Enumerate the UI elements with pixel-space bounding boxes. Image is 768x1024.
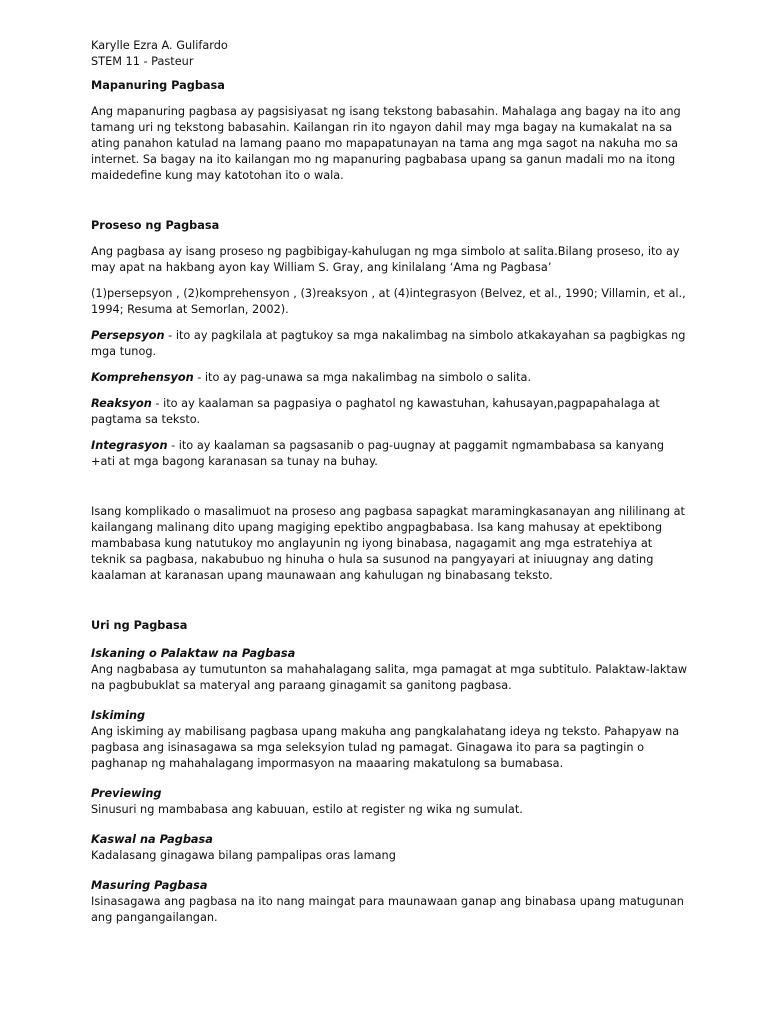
class-section: STEM 11 - Pasteur [91, 55, 194, 68]
type-name-masuring: Masuring Pagbasa [91, 879, 208, 892]
type-name-previewing: Previewing [91, 787, 162, 800]
definition-integrasyon [91, 438, 688, 470]
term-komprehensyon: Komprehensyon [91, 371, 194, 384]
type-description-iskiming: Ang iskiming ay mabilisang pagbasa upang makuha ang pangkalahatang ideya ng teksto. Pahapyaw na pagbasa ang isinasagawa sa mga seleksyion tulad ng pamagat. Ginagawa ito para sa pagtingin o paghanap ng mahahalagang impormasyon na maaaring makatulong sa bumabasa. [91, 725, 680, 770]
term-persepsyon: Persepsyon [91, 329, 165, 342]
definition-reaksyon [91, 396, 688, 428]
paragraph-mapanuring-pagbasa: Ang mapanuring pagbasa ay pagsisiyasat ng isang tekstong babasahin. Mahalaga ang bagay na ito ang tamang uri ng tekstong babasahin. Kailangan rin ito ngayon dahil may mga bagay na kumakalat na sa ating panahon katulad na lamang paano mo mapapatunayan na tama ang mga sagot na nakuha mo sa internet. Sa bagay na ito kailangan mo ng mapanuring pagbabasa upang sa ganun madali mo na itong maidedefine kung may katotohan ito o wala. [91, 105, 681, 182]
type-description-iskaning: Ang nagbabasa ay tumutunton sa mahahalagang salita, mga pamagat at mga subtitulo. Palaktaw-laktaw na pagbubuklat sa materyal ang paraang ginagamit sa ganitong pagbasa. [91, 663, 688, 692]
heading-mapanuring-pagbasa: Mapanuring Pagbasa [91, 79, 225, 92]
type-name-kaswal: Kaswal na Pagbasa [91, 833, 213, 846]
definition-text: - ito ay pagkilala at pagtukoy sa mga nakalimbag na simbolo atkakayahan sa pagbigkas ng mga tunog. [91, 329, 686, 358]
definition-text: - ito ay kaalaman sa pagsasanib o pag-uugnay at paggamit ngmambabasa sa kanyang +ati at mga bagong karanasan sa tunay na buhay. [91, 439, 665, 468]
paragraph-proseso-steps: (1)persepsyon , (2)komprehensyon , (3)reaksyon , at (4)integrasyon (Belvez, et al., 1990; Villamin, et al., 1994; Resuma at Semorlan, 2002). [91, 287, 686, 316]
paragraph-proseso-conclusion: Isang komplikado o masalimuot na proseso ang pagbasa sapagkat maramingkasanayan ang nililinang at kailangang malinang dito upang magiging epektibo angpagbabasa. Isa kang mahusay at epektibong mambabasa kung natutukoy mo anglayunin ng iyong binabasa, nagagamit ang mga estratehiya at teknik sa pagbasa, nakabubuo ng hinuha o hula sa susunod na pangyayari at iniuugnay ang dating kaalaman at karanasan upang maunawaan ang kahulugan ng binabasang teksto. [91, 505, 685, 582]
paragraph-proseso-intro: Ang pagbasa ay isang proseso ng pagbibigay-kahulugan ng mga simbolo at salita.Bilang proseso, ito ay may apat na hakbang ayon kay William S. Gray, ang kinilalang ‘Ama ng Pagbasa’ [91, 245, 680, 274]
type-name-iskaning: Iskaning o Palaktaw na Pagbasa [91, 647, 296, 660]
heading-proseso-ng-pagbasa: Proseso ng Pagbasa [91, 219, 220, 232]
author-name: Karylle Ezra A. Gulifardo [91, 39, 228, 52]
definition-text: - ito ay kaalaman sa pagpasiya o paghatol ng kawastuhan, kahusayan,pagpapahalaga at pagtama sa teksto. [91, 397, 660, 426]
type-description-masuring: Isinasagawa ang pagbasa na ito nang maingat para maunawaan ganap ang binabasa upang matugunan ang pangangailangan. [91, 895, 684, 924]
type-description-previewing: Sinusuri ng mambabasa ang kabuuan, estilo at register ng wika ng sumulat. [91, 803, 523, 816]
term-reaksyon: Reaksyon [91, 397, 152, 410]
definition-komprehensyon [91, 370, 688, 386]
term-integrasyon: Integrasyon [91, 439, 168, 452]
definition-text: - ito ay pag-unawa sa mga nakalimbag na simbolo o salita. [193, 371, 532, 384]
heading-uri-ng-pagbasa: Uri ng Pagbasa [91, 619, 188, 632]
type-name-iskiming: Iskiming [91, 709, 146, 722]
definition-persepsyon [91, 328, 688, 360]
type-description-kaswal: Kadalasang ginagawa bilang pampalipas oras lamang [91, 849, 396, 862]
